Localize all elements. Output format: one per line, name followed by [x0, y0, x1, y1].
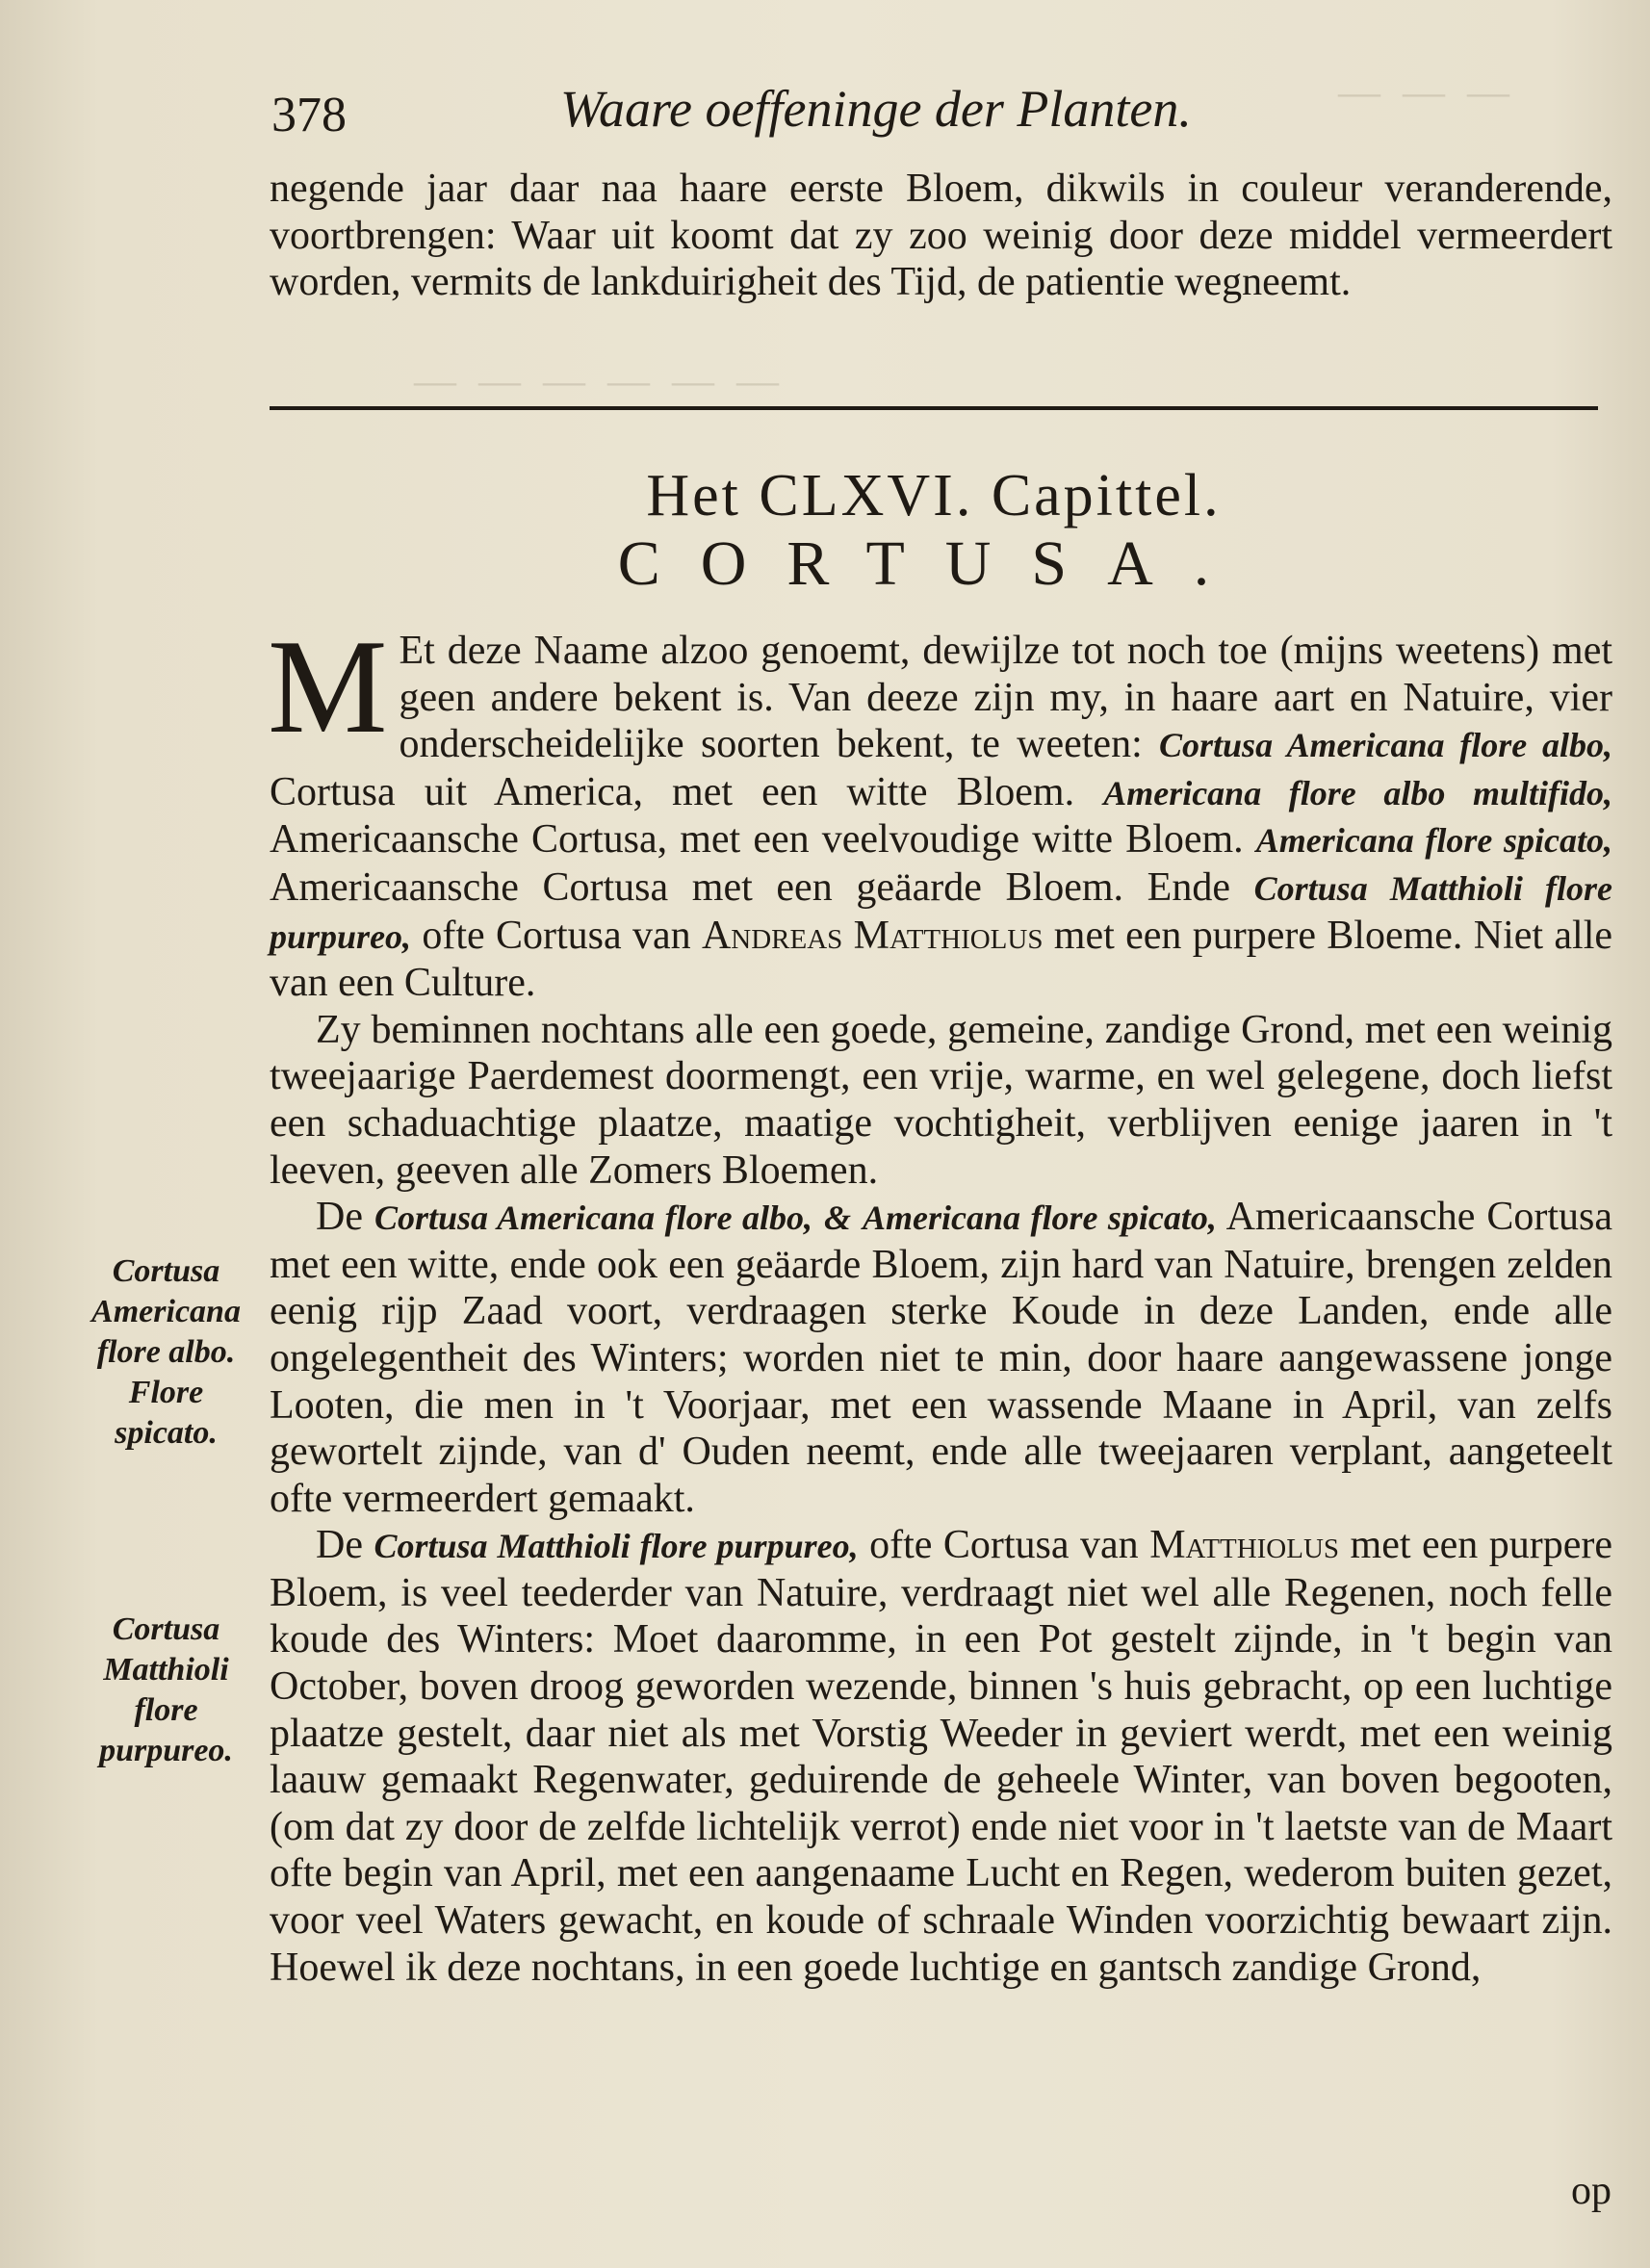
latin-name: Cortusa Americana flore albo, [374, 1198, 813, 1238]
paragraph-text: Et deze Naame alzoo genoemt, dewijlze tot noch toe (mijns weetens) met geen andere bekent is. Van deeze zijn my, in haare aart en Natuire, vier onderscheidelijke soorten bekent, te weeten: [399, 629, 1612, 767]
latin-name: Cortusa Matthioli flore purpureo, [270, 868, 1613, 956]
paragraph-text: ofte Cortusa van [422, 913, 691, 958]
latin-name: Cortusa Americana flore albo, [1159, 726, 1613, 765]
paragraph-text: met een purpere Bloeme. Niet alle van een Culture. [270, 913, 1613, 1006]
paragraph-text: De [316, 1195, 363, 1240]
paragraph-text: De [316, 1523, 363, 1568]
section-divider [270, 406, 1598, 410]
paragraph-3 [270, 1194, 1612, 1522]
paragraph-1 [268, 612, 1613, 1007]
paragraph-text: ofte Cortusa van [869, 1523, 1139, 1568]
chapter-heading: Het CLXVI. Capittel. [646, 463, 1222, 528]
margin-note-cortusa-matthioli: Cortusa Matthioli flore purpureo. [99, 1611, 233, 1768]
paragraph-2: Zy beminnen nochtans alle een goede, gemeine, zandige Grond, met een weinig tweejaarige Paerdemest doormengt, een vrije, warme, en wel gelegene, doch liefst een schaduachtige plaatze, maatige vochtigheit, verblijven eenige jaaren in 't leeven, geeven alle Zomers Bloemen. [270, 1007, 1612, 1193]
paragraph-text: Americaansche Cortusa met een geäarde Bloem. Ende [270, 864, 1230, 910]
latin-name: Americana flore spicato, [863, 1198, 1217, 1238]
paragraph-text: met een purpere Bloem, is veel teederder van Natuire, verdraagt niet wel alle Regenen, noch felle koude des Winters: Moet daaromme, in een Pot gestelt zijnde, in 't begin van October, boven droog geworden wezende, binnen 's huis gebracht, op een luchtige plaatze gestelt, daar niet als met Vorstig Weeder in geviert werdt, met een weinig laauw gemaakt Regenwater, geduirende de geheele Winter, van boven begooten, (om dat zy door de zelfde lichtelijk verrot) ende niet voor in 't laetste van de Maart ofte begin van April, met een aangenaame Lucht en Regen, wederom buiten gezet, voor veel Waters gewacht, en koude of schraale Winden voorzichtig bewaart zijn. Hoewel ik deze nochtans, in een goede luchtige en gantsch zandige Grond, [270, 1523, 1613, 1990]
drop-cap: M [268, 612, 388, 761]
bleed-through-decoration: — — — [1338, 68, 1515, 116]
plant-heading: CORTUSA. [617, 528, 1250, 599]
ampersand: & [824, 1198, 852, 1238]
catchword: op [1571, 2169, 1611, 2213]
latin-name: Cortusa Matthioli flore purpureo, [374, 1527, 859, 1566]
page-number: 378 [271, 88, 347, 142]
author-name: Andreas Matthiolus [701, 913, 1044, 958]
latin-name: Americana flore albo multifido, [1103, 773, 1613, 812]
paragraph-text: Cortusa uit America, met een witte Bloem. [270, 769, 1075, 814]
author-name: Matthiolus [1149, 1523, 1340, 1568]
continuation-paragraph: negende jaar daar naa haare eerste Bloem, dikwils in couleur veranderende, voortbrengen: Waar uit koomt dat zy zoo weinig door deze middel vermeerdert worden, vermits de lankduirigheit des Tijd, de patientie wegneemt. [270, 167, 1612, 305]
page-header [271, 79, 1600, 156]
margin-note-cortusa-americana: Cortusa Americana flore albo. Flore spicato. [91, 1253, 241, 1451]
chapter-body [268, 612, 1613, 1991]
paragraph-4 [270, 1522, 1612, 1991]
bleed-through-decoration: — — — — — — [414, 357, 785, 404]
running-title: Waare oeffeninge der Planten. [560, 80, 1192, 138]
latin-name: Americana flore spicato, [1255, 821, 1612, 861]
paragraph-text: Americaansche Cortusa, met een veelvoudige witte Bloem. [270, 817, 1244, 863]
paragraph-text: Americaansche Cortusa met een witte, ende ook een geäarde Bloem, zijn hard van Natuire, brengen zelden eenig rijp Zaad voort, verdraagen sterke Koude in deze Landen, ende alle ongelegentheit des Winters; worden niet te min, door haare aangewassene jonge Looten, die men in 't Voorjaar, met een wassende Maane in April, van zelfs gewortelt zijnde, van d' Ouden neemt, ende alle tweejaaren verplant, aangeteelt ofte vermeerdert gemaakt. [270, 1195, 1613, 1521]
